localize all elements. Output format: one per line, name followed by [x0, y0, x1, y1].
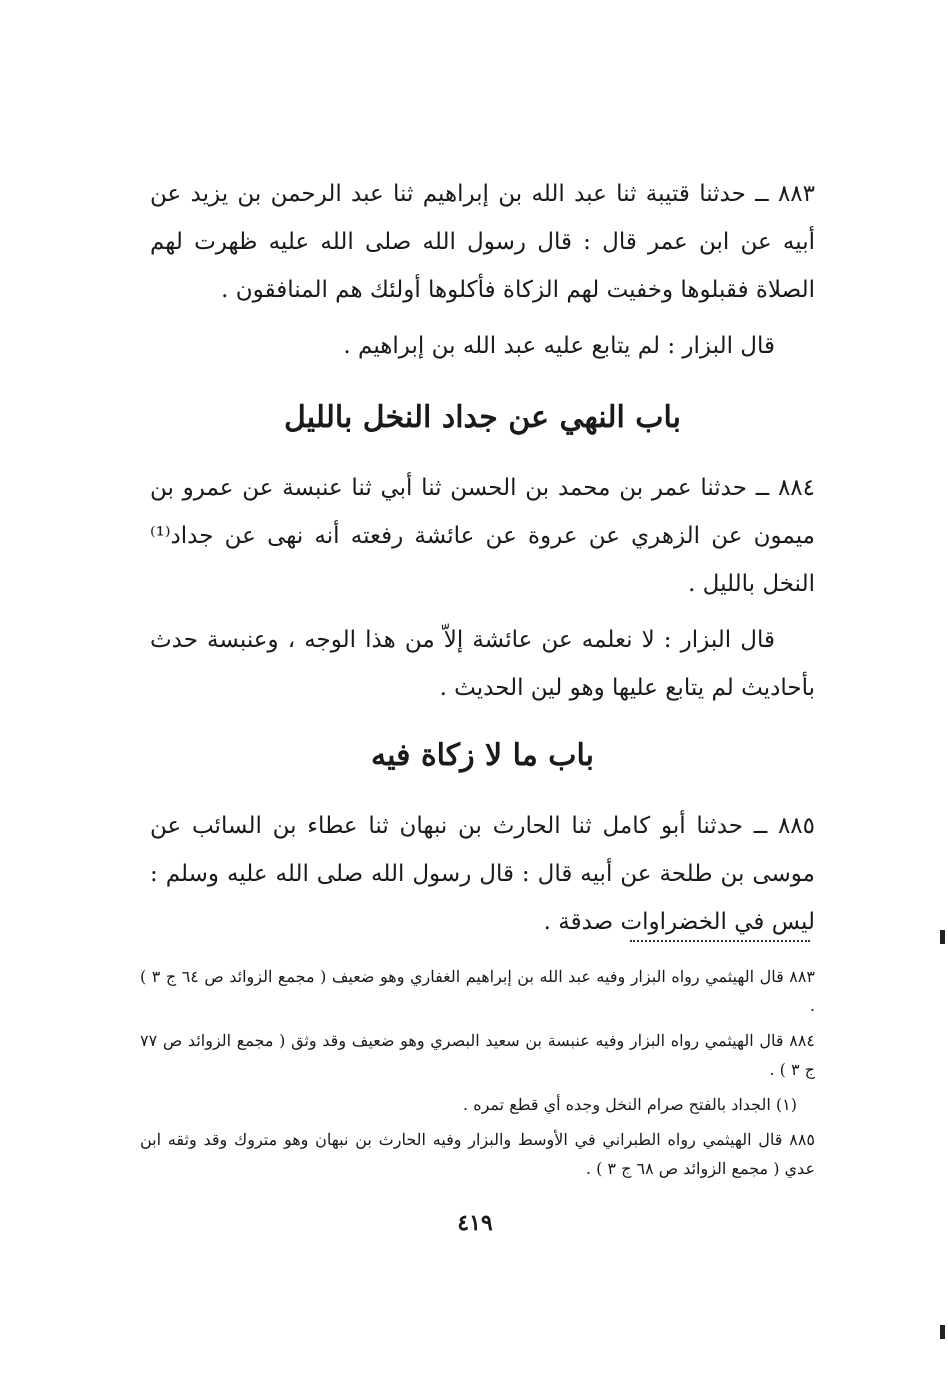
chapter-heading-no-zakat: باب ما لا زكاة فيه	[371, 738, 594, 773]
page-number: ٤١٩	[457, 1210, 493, 1236]
footnote-885: ٨٨٥ قال الهيثمي رواه الطبراني في الأوسط والبزار وفيه الحارث بن نبهان وهو متروك وقد وثقه ابن عدي ( مجمع الزوائد ص ٦٨ ج ٣ ) .	[140, 1130, 815, 1178]
footnote-separator	[630, 940, 810, 944]
hadith-884-note: قال البزار : لا نعلمه عن عائشة إلاّ من هذا الوجه ، وعنبسة حدث بأحاديث لم يتابع عليها وهو لين الحديث .	[150, 627, 815, 701]
footnote-884: ٨٨٤ قال الهيثمي رواه البزار وفيه عنبسة بن سعيد البصري وهو ضعيف وقد وثق ( مجمع الزوائد ص ٧٧ ج ٣ ) .	[140, 1031, 815, 1079]
hadith-883: ٨٨٣ ــ حدثنا قتيبة ثنا عبد الله بن إبراهيم ثنا عبد الرحمن بن يزيد عن أبيه عن ابن عمر قال : قال رسول الله صلى الله عليه ظهرت لهم الصلاة فقبلوها وخفيت لهم الزكاة فأكلوها أولئك هم المنافقون .	[150, 181, 815, 303]
hadith-883-note: قال البزار : لم يتابع عليه عبد الله بن إبراهيم .	[343, 333, 775, 359]
hadith-884: ٨٨٤ ــ حدثنا عمر بن محمد بن الحسن ثنا أبي ثنا عنبسة عن عمرو بن ميمون عن الزهري عن عروة عن عائشة رفعته أنه نهى عن جداد⁽¹⁾ النخل بالليل .	[150, 475, 815, 597]
hadith-885: ٨٨٥ ــ حدثنا أبو كامل ثنا الحارث بن نبهان ثنا عطاء بن السائب عن موسى بن طلحة عن أبيه قال : قال رسول الله صلى الله عليه وسلم : ليس في الخضراوات صدقة .	[150, 813, 815, 935]
scan-edge-mark-bottom	[940, 1325, 945, 1339]
scan-edge-mark-top	[940, 930, 945, 944]
footnotes	[140, 962, 815, 1189]
main-text	[150, 170, 815, 954]
footnote-glossary: (١) الجداد بالفتح صرام النخل وجده أي قطع تمره .	[463, 1095, 797, 1114]
chapter-heading-night-harvest: باب النهي عن جداد النخل بالليل	[284, 400, 681, 435]
footnote-883: ٨٨٣ قال الهيثمي رواه البزار وفيه عبد الله بن إبراهيم الغفاري وهو ضعيف ( مجمع الزوائد ص ٦٤ ج ٣ ) .	[140, 967, 816, 1015]
